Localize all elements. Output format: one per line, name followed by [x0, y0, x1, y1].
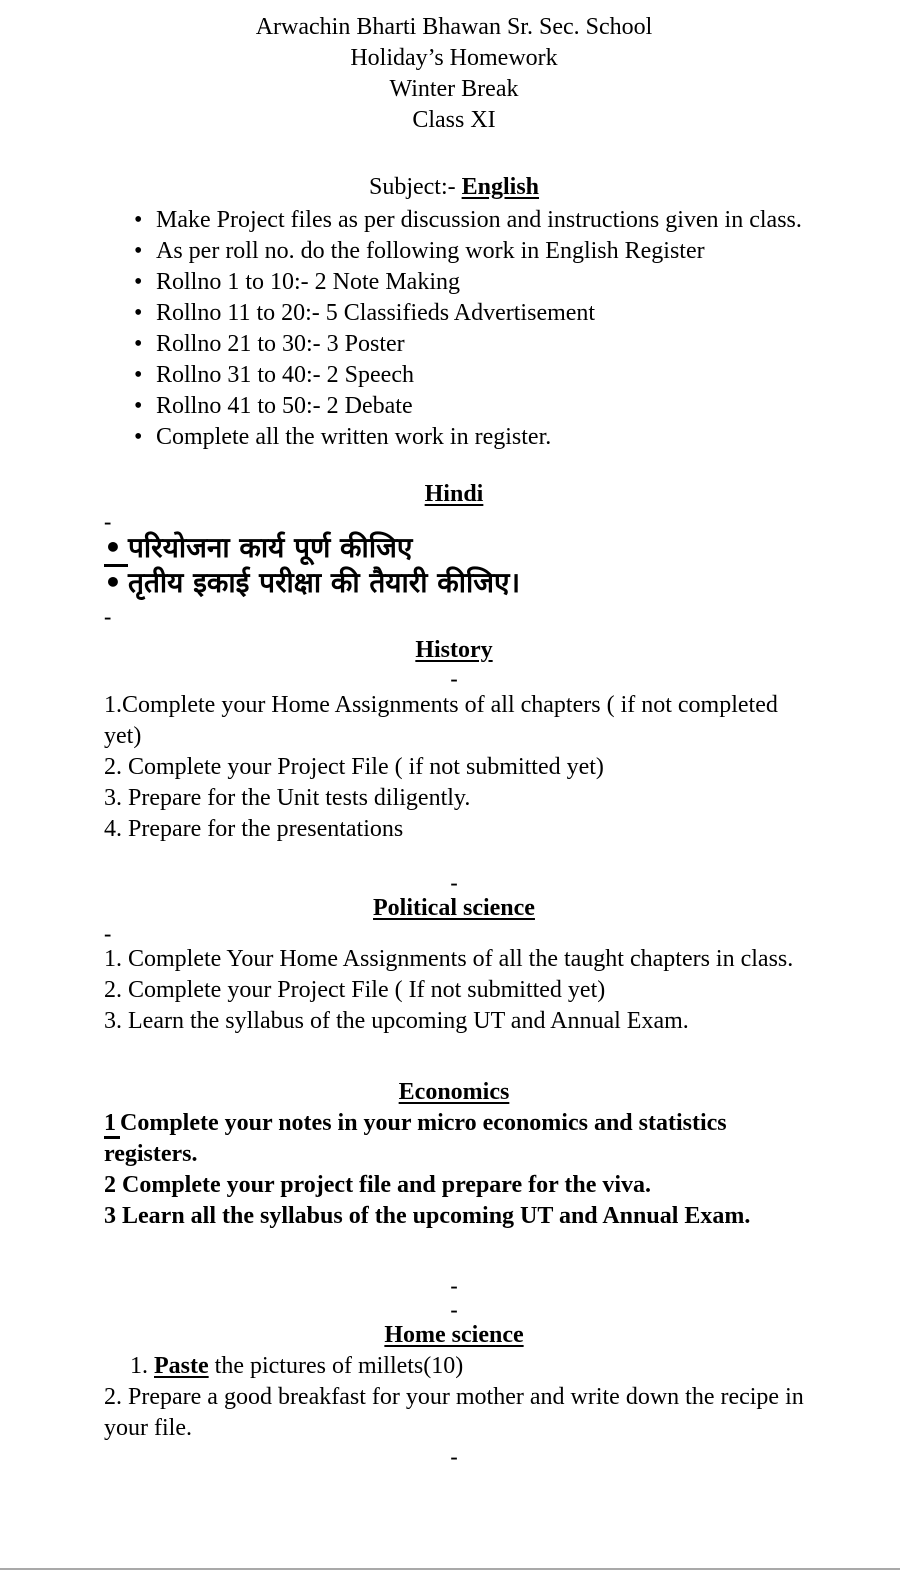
bullet-marker: • [134, 393, 143, 419]
political-science-item: 2. Complete your Project File ( If not submitted yet) [104, 977, 606, 1003]
economics-item [104, 1108, 804, 1170]
stray-dash: - [104, 604, 112, 629]
bullet-text: Rollno 21 to 30:- 3 Poster [156, 331, 405, 357]
home-science-paste-word: Paste [154, 1353, 209, 1379]
hindi-bullet-text: तृतीय इकाई परीक्षा की तैयारी कीजिए। [128, 566, 521, 599]
history-item: 1.Complete your Home Assignments of all chapters ( if not completed yet) [104, 692, 778, 749]
english-bullet-item [104, 329, 804, 360]
economics-item-text: Complete your notes in your micro economics and statistics registers. [104, 1110, 727, 1167]
stray-dash: - [450, 870, 458, 895]
bullet-marker: • [134, 362, 143, 388]
bullet-text: Rollno 41 to 50:- 2 Debate [156, 393, 413, 419]
political-science-item: 3. Learn the syllabus of the upcoming UT and Annual Exam. [104, 1008, 689, 1034]
school-name: Arwachin Bharti Bhawan Sr. Sec. School [255, 14, 653, 40]
section-heading-political-wrap [104, 893, 804, 924]
bullet-marker: • [134, 331, 143, 357]
bullet-text: Rollno 1 to 10:- 2 Note Making [156, 269, 460, 295]
bullet-text: Make Project files as per discussion and instructions given in class. [156, 207, 802, 233]
section-heading-home-science: Home science [384, 1322, 524, 1348]
home-science-item: 2. Prepare a good breakfast for your mother and write down the recipe in your file. [104, 1384, 804, 1441]
history-item: 3. Prepare for the Unit tests diligently. [104, 785, 471, 811]
history-list [104, 690, 804, 845]
bullet-marker: • [134, 424, 143, 450]
history-item: 2. Complete your Project File ( if not submitted yet) [104, 754, 604, 780]
section-heading-political-science: Political science [373, 895, 535, 921]
stray-dash: - [104, 509, 112, 534]
english-bullet-item [104, 236, 804, 267]
bullet-text: As per roll no. do the following work in English Register [156, 238, 705, 264]
economics-item: 2 Complete your project file and prepare for the viva. [104, 1172, 652, 1198]
english-bullet-item [104, 205, 804, 236]
home-science-item-text: the pictures of millets(10) [208, 1353, 464, 1379]
hindi-bullet-item [104, 532, 804, 567]
hindi-bullet-item [104, 567, 804, 599]
subject-line [104, 172, 804, 203]
section-heading-history-wrap [104, 635, 804, 666]
stray-dash: - [450, 666, 458, 691]
bullet-marker: • [134, 238, 143, 264]
document-header [104, 12, 804, 136]
political-science-list [104, 944, 804, 1037]
stray-dash: - [104, 921, 112, 946]
section-heading-economics-wrap [104, 1077, 804, 1108]
stray-dash: - [450, 1273, 458, 1298]
bullet-marker: • [134, 269, 143, 295]
document-title: Holiday’s Homework [350, 45, 558, 71]
section-heading-hindi-wrap [104, 479, 804, 510]
english-bullet-item [104, 422, 804, 453]
history-item: 4. Prepare for the presentations [104, 816, 404, 842]
economics-item-number: 1 [104, 1110, 120, 1139]
bullet-text: Complete all the written work in register. [156, 424, 552, 450]
section-heading-english: English [461, 174, 540, 200]
political-science-item: 1. Complete Your Home Assignments of all the taught chapters in class. [104, 946, 794, 972]
stray-dash: - [450, 1444, 458, 1469]
english-bullet-item [104, 267, 804, 298]
english-bullet-item [104, 391, 804, 422]
class-title: Class XI [412, 107, 496, 133]
home-science-list [104, 1351, 804, 1444]
bullet-text: Rollno 11 to 20:- 5 Classifieds Advertisement [156, 300, 596, 326]
bullet-marker: • [104, 566, 122, 599]
bullet-marker: • [134, 300, 143, 326]
home-science-item [130, 1351, 804, 1382]
section-heading-hindi: Hindi [424, 481, 484, 507]
home-science-item-number: 1. [130, 1353, 148, 1379]
english-bullet-item [104, 298, 804, 329]
hindi-bullet-text: परियोजना कार्य पूर्ण कीजिए [128, 531, 413, 564]
bullet-text: Rollno 31 to 40:- 2 Speech [156, 362, 414, 388]
english-bullet-list [104, 205, 804, 453]
stray-dash: - [450, 1297, 458, 1322]
english-bullet-item [104, 360, 804, 391]
economics-item: 3 Learn all the syllabus of the upcoming UT and Annual Exam. [104, 1203, 751, 1229]
economics-list [104, 1108, 804, 1232]
bullet-marker: • [134, 207, 143, 233]
bullet-marker: • [104, 532, 128, 567]
section-heading-history: History [415, 637, 493, 663]
bottom-divider-line [0, 1568, 900, 1570]
break-title: Winter Break [389, 76, 519, 102]
section-heading-economics: Economics [398, 1079, 510, 1105]
section-heading-home-science-wrap [104, 1320, 804, 1351]
subject-label: Subject:- [368, 174, 462, 200]
